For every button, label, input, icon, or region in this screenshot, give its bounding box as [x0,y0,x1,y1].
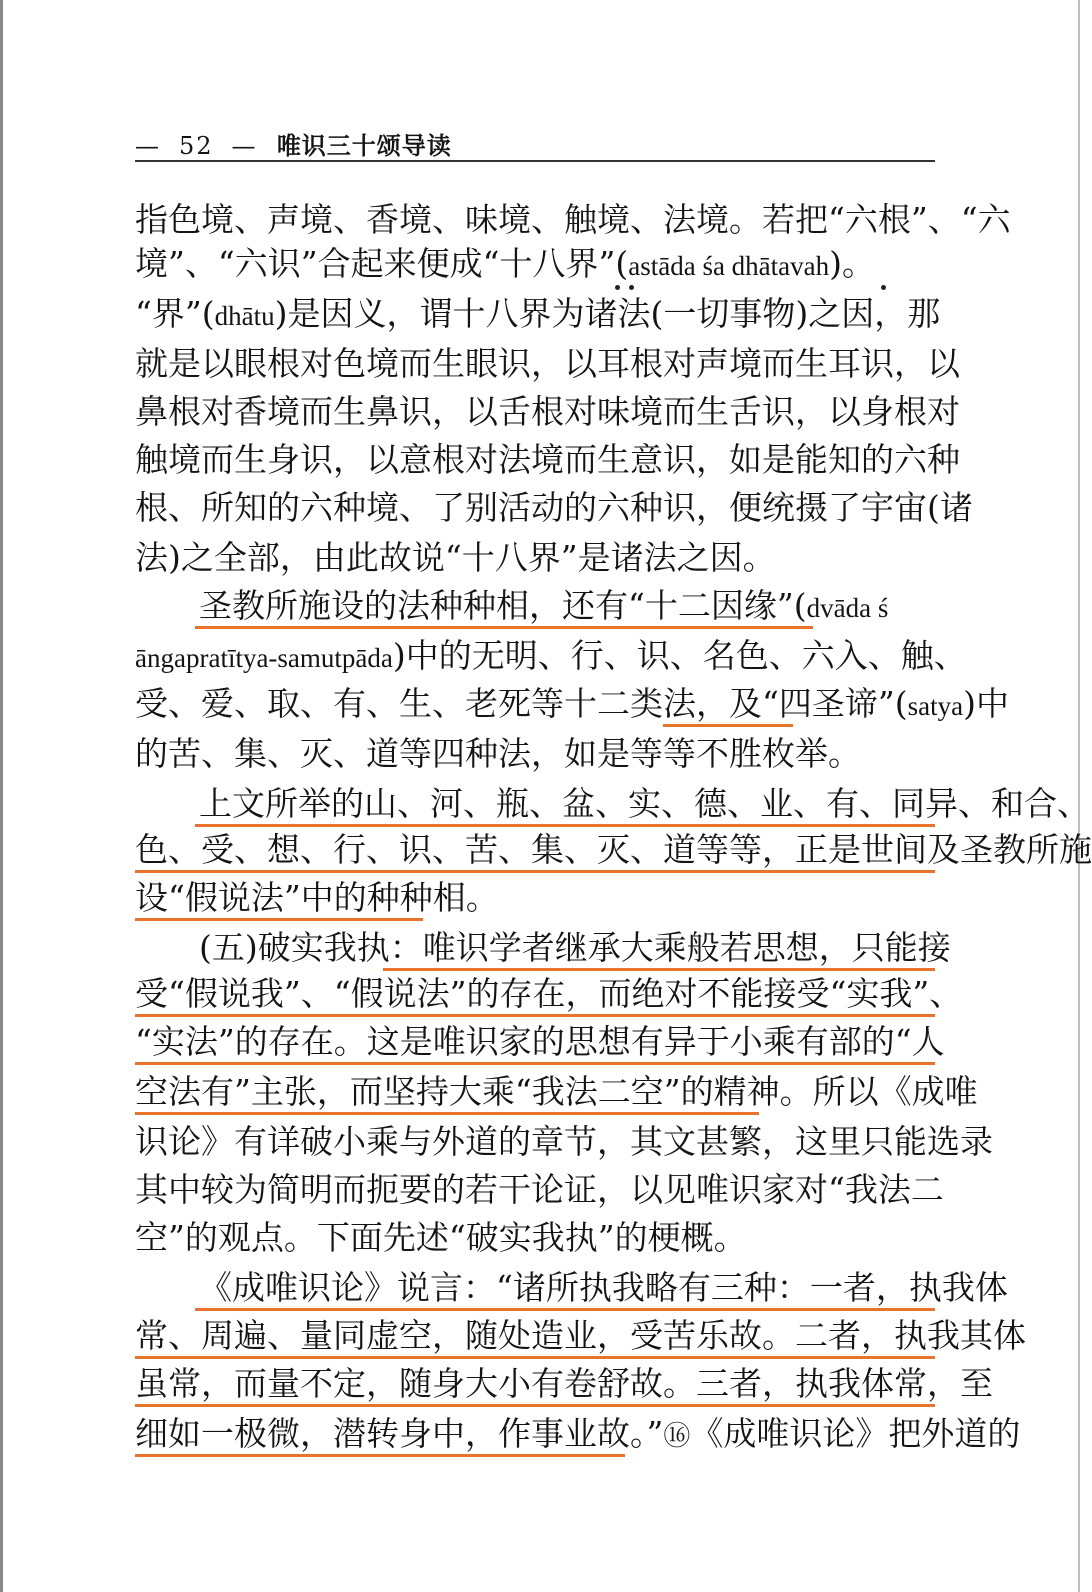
text-line [199,928,951,968]
text-run: 空法有”主张，而坚持大乘“我法二空”的精神。所以《成唯 [135,1072,978,1111]
text-line [135,830,1092,870]
text-line [135,974,963,1014]
text-run: 根、所知的六种境、了别活动的六种识，便统摄了宇宙(诸 [135,488,973,527]
underline-mark [383,968,935,971]
text-line [135,636,967,676]
text-run: 《成唯识论》把外道的 [690,1414,1021,1453]
text-line [199,784,1090,824]
underline-mark [195,626,813,629]
text-line [135,878,935,918]
text-run: 受、爱、取、有、生、老死等十二类法，及“四圣谛”( [135,684,908,723]
underline-mark [135,1062,935,1065]
underline-mark [135,1014,935,1017]
text-run: 触境而生身识，以意根对法境而生意识，如是能知的六种 [135,440,960,479]
text-run: (五)破实我执：唯识学者继承大乘般若思想，只能接 [199,928,951,967]
text-run: 的苦、集、灭、道等四种法，如是等等不胜枚举。 [135,734,861,773]
romanized-term: satya [907,691,964,721]
text-line [135,1414,1021,1454]
text-run: 设“假说法”中的种种相。 [135,878,499,917]
text-line [135,344,960,384]
underline-mark [135,918,423,921]
header-rule [135,160,935,162]
romanized-term: astāda śa dhātavah [628,251,830,281]
text-run: 空”的观点。下面先述“破实我执”的梗概。 [135,1218,747,1257]
header-dash-left: — [135,132,161,160]
text-run: 其中较为简明而扼要的若干论证，以见唯识家对“我法二 [135,1170,944,1209]
text-run: )中 [963,684,1009,723]
text-run: 鼻根对香境而生鼻识，以舌根对味境而生舌识，以身根对 [135,392,960,431]
underline-mark [195,824,935,827]
page-number: 52 [179,132,214,160]
text-line [135,538,935,578]
text-run: “实法”的存在。这是唯识家的思想有异于小乘有部的“人 [135,1022,945,1061]
diacritic-dot [615,285,620,290]
diacritic-dot [881,285,886,290]
romanized-term: dhātu [214,301,275,331]
text-line [135,1022,945,1062]
text-run: )是因义，谓十八界为诸法(一切事物)之因，那 [274,294,941,333]
text-run: 就是以眼根对色境而生眼识，以耳根对声境而生耳识，以 [135,344,960,383]
text-run: 《成唯识论》说言：“诸所执我略有三种：一者，执我体 [199,1268,1008,1307]
book-title: 唯识三十颂导读 [276,131,452,160]
text-run: 虽常，而量不定，随身大小有卷舒故。三者，执我体常，至 [135,1364,993,1403]
text-run: 常、周遍、量同虚空，随处造业，受苦乐故。二者，执我其体 [135,1316,1026,1355]
text-line [135,684,1009,724]
underline-mark [135,1454,625,1457]
text-line [135,392,960,432]
text-line [135,1316,1026,1356]
text-line [199,586,935,626]
text-run: 细如一极微，潜转身中，作事业故。” [135,1414,664,1453]
text-line [135,1218,935,1258]
running-header [135,126,452,161]
text-run: 指色境、声境、香境、味境、触境、法境。若把“六根”、“六 [135,200,1011,239]
text-run: )。 [829,244,876,283]
text-line [135,440,960,480]
text-line [199,1268,1008,1308]
text-run: 圣教所施设的法种种相，还有“十二因缘”( [199,586,807,625]
text-run: 识论》有详破小乘与外道的章节，其文甚繁，这里只能选录 [135,1122,993,1161]
underline-mark [663,724,793,727]
text-run: 色、受、想、行、识、苦、集、灭、道等等，正是世间及圣教所施 [135,830,1092,869]
underline-mark [135,870,935,873]
underline-mark [135,1356,935,1359]
text-run: 法)之全部，由此故说“十八界”是诸法之因。 [135,538,776,577]
romanized-term: ⑯ [663,1421,691,1451]
text-line [135,1170,944,1210]
text-line [135,1072,978,1112]
underline-mark [135,1404,935,1407]
text-line [135,1122,993,1162]
diacritic-dot [629,285,634,290]
text-line [135,200,1011,240]
romanized-term: dvāda ś [806,593,889,623]
text-line [135,1364,993,1404]
text-run: 境”、“六识”合起来便成“十八界”( [135,244,629,283]
text-run: “界”( [135,294,215,333]
header-dash-right: — [231,132,258,160]
underline-mark [195,1308,935,1311]
text-line [135,294,941,334]
text-run: 上文所举的山、河、瓶、盆、实、德、业、有、同异、和合、 [199,784,1090,823]
text-run: )中的无明、行、识、名色、六入、触、 [392,636,967,675]
text-line [135,488,973,528]
text-line [135,734,935,774]
romanized-term: āngapratītya-samutpāda [135,643,393,673]
text-line [135,244,935,284]
text-run: 受“假说我”、“假说法”的存在，而绝对不能接受“实我”、 [135,974,963,1013]
underline-mark [135,1112,759,1115]
